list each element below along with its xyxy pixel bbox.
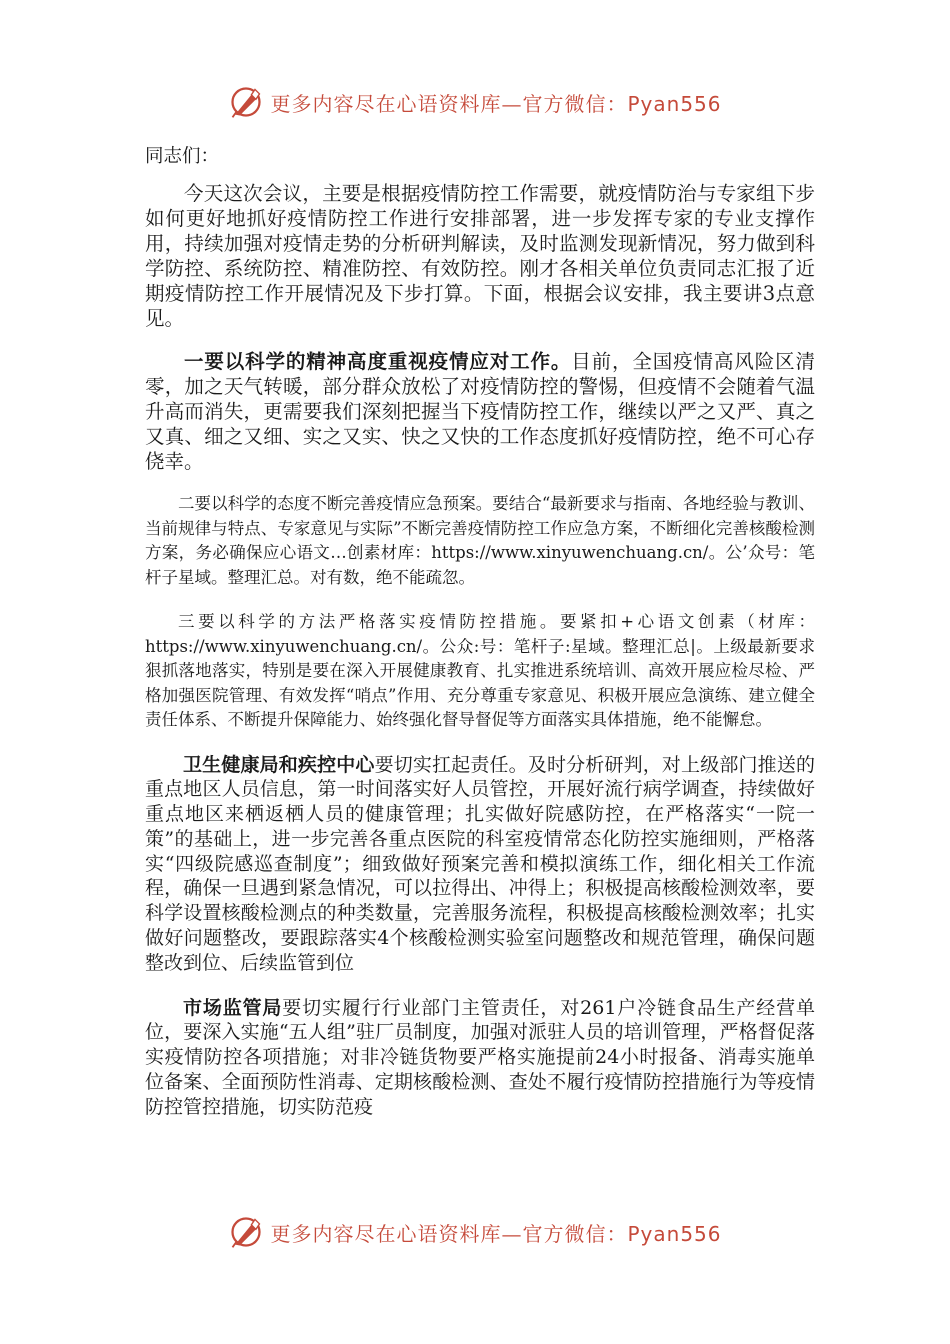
paragraph-point-two: 二要以科学的态度不断完善疫情应急预案。要结合“最新要求与指南、各地经验与教训、当前规律与特点、专家意见与实际”不断完善疫情防控工作应急方案，不断细化完善核酸检测方案，务必确保应心语文…创素材库：https://www.xinyuwenchuang.cn/。公’众号：笔杆子星域。整理汇总。对有数，绝不能疏忽。 (145, 494, 815, 587)
point-one-heading: 一要以科学的精神高度重视疫情应对工作。 (184, 350, 572, 373)
pen-nib-logo-icon (228, 1214, 264, 1250)
banner-text: 更多内容尽在心语资料库—官方微信：Pyan556 (270, 91, 722, 116)
market-bureau-heading: 市场监管局 (183, 996, 283, 1019)
paragraph-point-three: 三要以科学的方法严格落实疫情防控措施。要紧扣+心语文创素（材库：https://www.xinyuwenchuang.cn/。公众:号：笔杆子:星域。整理汇总|。上级最新要求狠抓落地落实，特别是要在深入开展健康教育、扎实推进系统培训、高效开展应检尽检、严格加强医院管理、有效发挥“哨点”作用、充分尊重专家意见、积极开展应急演练、建立健全责任体系、不断提升保障能力、始终强化督导督促等方面落实具体措施，绝不能懈怠。 (145, 612, 815, 729)
pen-nib-logo-icon (228, 84, 264, 120)
banner-text: 更多内容尽在心语资料库—官方微信：Pyan556 (270, 1221, 722, 1246)
paragraph-market-bureau: 市场监管局要切实履行行业部门主管责任，对261户冷链食品生产经营单位，要深入实施“五人组”驻厂员制度，加强对派驻人员的培训管理，严格督促落实疫情防控各项措施；对非冷链货物要严格实施提前24小时报备、消毒实施单位备案、全面预防性消毒、定期核酸检测、查处不履行疫情防控措施行为等疫情防控管控措施，切实防范疫 (145, 996, 815, 1118)
wechat-id: Pyan556 (627, 91, 722, 116)
footer-banner (0, 1212, 950, 1252)
document-body (145, 145, 815, 1140)
greeting: 同志们： (145, 146, 220, 167)
paragraph-intro: 今天这次会议，主要是根据疫情防控工作需要，就疫情防治与专家组下步如何更好地抓好疫情防控工作进行安排部署，进一步发挥专家的专业支撑作用，持续加强对疫情走势的分析研判解读，及时监测发现新情况，努力做到科学防控、系统防控、精准防控、有效防控。刚才各相关单位负责同志汇报了近期疫情防控工作开展情况及下步打算。下面，根据会议安排，我主要讲3点意见。 (145, 182, 815, 330)
paragraph-point-one: 一要以科学的精神高度重视疫情应对工作。目前，全国疫情高风险区清零，加之天气转暖，部分群众放松了对疫情防控的警惕，但疫情不会随着气温升高而消失，更需要我们深刻把握当下疫情防控工作，继续以严之又严、真之又真、细之又细、实之又实、快之又快的工作态度抓好疫情防控，绝不可心存侥幸。 (145, 350, 815, 473)
paragraph-health-bureau: 卫生健康局和疾控中心要切实扛起责任。及时分析研判，对上级部门推送的重点地区人员信息，第一时间落实好人员管控，开展好流行病学调查，持续做好重点地区来栖返栖人员的健康管理；扎实做好院感防控，在严格落实“一院一策”的基础上，进一步完善各重点医院的科室疫情常态化防控实施细则，严格落实“四级院感巡查制度”；细致做好预案完善和模拟演练工作，细化相关工作流程，确保一旦遇到紧急情况，可以拉得出、冲得上；积极提高核酸检测效率，要科学设置核酸检测点的种类数量，完善服务流程，积极提高核酸检测效率；扎实做好问题整改，要跟踪落实4个核酸检测实验室问题整改和规范管理，确保问题整改到位、后续监管到位 (145, 753, 815, 974)
wechat-id: Pyan556 (627, 1221, 722, 1246)
header-banner (0, 82, 950, 122)
health-bureau-heading: 卫生健康局和疾控中心 (183, 753, 375, 776)
